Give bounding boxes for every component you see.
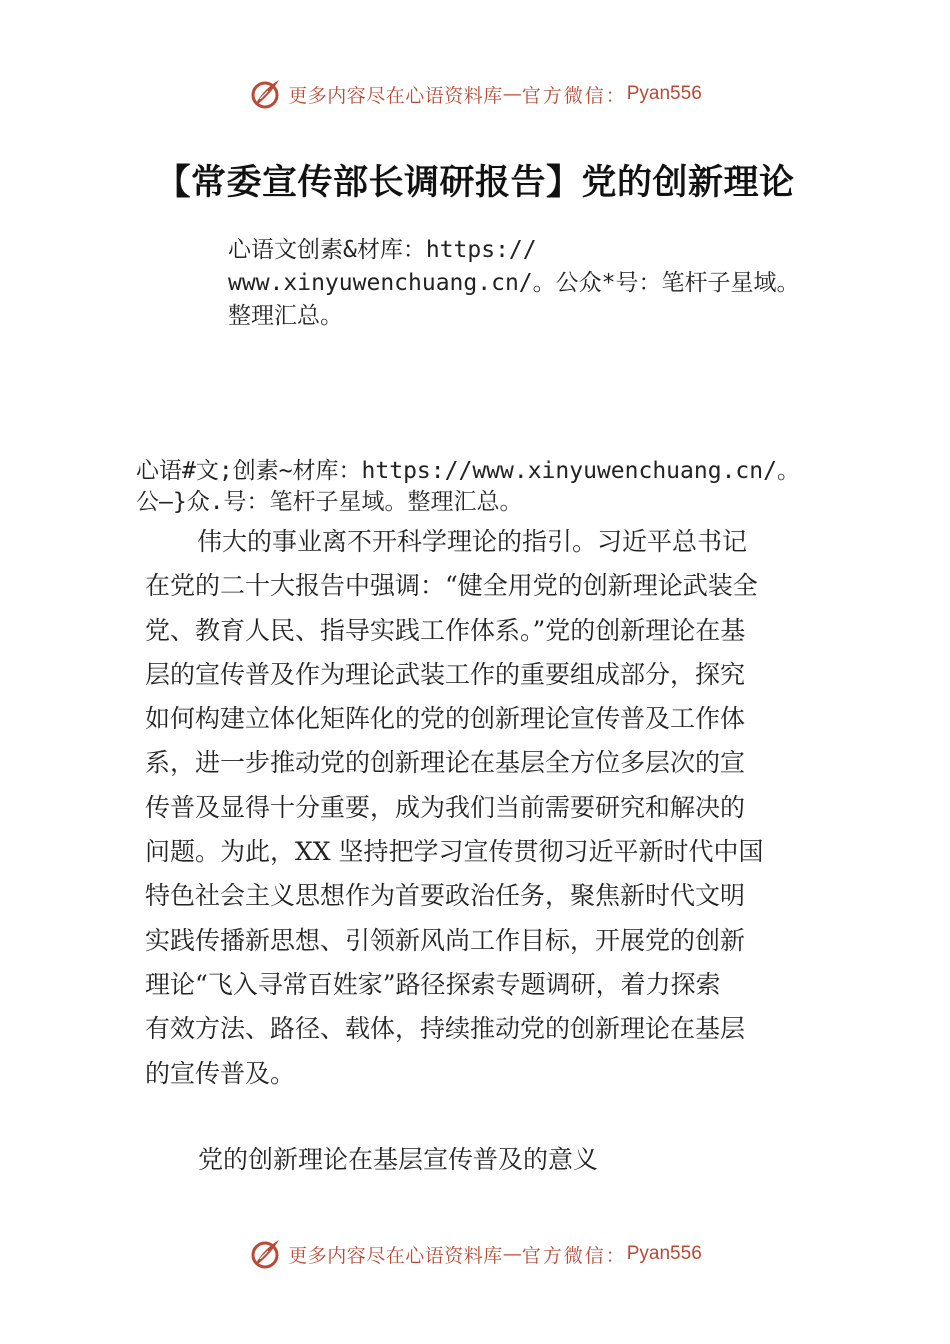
- paragraph-line: 系，进一步推动党的创新理论在基层全方位多层次的宣: [145, 748, 746, 778]
- banner-wechat-id: Pyan556: [626, 1243, 702, 1264]
- source-block: [136, 456, 836, 518]
- paragraph-line: 的宣传普及。: [145, 1058, 296, 1088]
- section-heading: 党的创新理论在基层宣传普及的意义: [198, 1145, 599, 1174]
- feather-pen-logo-icon: [248, 1237, 282, 1271]
- source-line: 心语#文;创素~材库：https://www.xinyuwenchuang.cn/。: [136, 458, 800, 484]
- feather-pen-logo-icon: [248, 77, 282, 111]
- banner-dash: —: [502, 1243, 522, 1265]
- note-line: www.xinyuwenchuang.cn/。公众*号：笔杆子星域。: [228, 270, 800, 296]
- document-title: 【常委宣传部长调研报告】党的创新理论: [155, 163, 795, 203]
- paragraph-line: 如何构建立体化矩阵化的党的创新理论宣传普及工作体: [145, 704, 746, 734]
- body-paragraph: [145, 520, 825, 1096]
- note-block: [228, 234, 848, 333]
- paragraph-line: 伟大的事业离不开科学理论的指引。习近平总书记: [197, 527, 748, 556]
- paragraph-line: 特色社会主义思想作为首要政治任务，聚焦新时代文明: [145, 881, 746, 911]
- header-banner: [0, 74, 950, 114]
- banner-site-name: 更多内容尽在心语资料库: [288, 84, 503, 107]
- paragraph-line: 党、教育人民、指导实践工作体系。”党的创新理论在基: [145, 615, 746, 645]
- banner-wechat-id: Pyan556: [626, 83, 702, 104]
- banner-dash: —: [502, 83, 522, 105]
- paragraph-line: 传普及显得十分重要，成为我们当前需要研究和解决的: [145, 792, 746, 822]
- paragraph-line: 在党的二十大报告中强调：“健全用党的创新理论武装全: [145, 571, 758, 601]
- source-line: 公—}众.号：笔杆子星域。整理汇总。: [136, 489, 523, 515]
- paragraph-line: 有效方法、路径、载体，持续推动党的创新理论在基层: [145, 1014, 746, 1044]
- banner-wechat-label: 官方微信：: [521, 84, 627, 107]
- footer-banner: [0, 1234, 950, 1274]
- paragraph-line: 层的宣传普及作为理论武装工作的重要组成部分，探究: [145, 659, 746, 689]
- paragraph-line: 实践传播新思想、引领新风尚工作目标，开展党的创新: [145, 925, 746, 955]
- paragraph-line: 理论“飞入寻常百姓家”路径探索专题调研，着力探索: [145, 969, 721, 999]
- banner-site-name: 更多内容尽在心语资料库: [288, 1244, 503, 1267]
- banner-wechat-label: 官方微信：: [521, 1244, 627, 1267]
- note-line: 整理汇总。: [228, 303, 343, 329]
- paragraph-line: 问题。为此，XX 坚持把学习宣传贯彻习近平新时代中国: [145, 837, 764, 867]
- note-line: 心语文创素&材库：https://: [228, 237, 537, 263]
